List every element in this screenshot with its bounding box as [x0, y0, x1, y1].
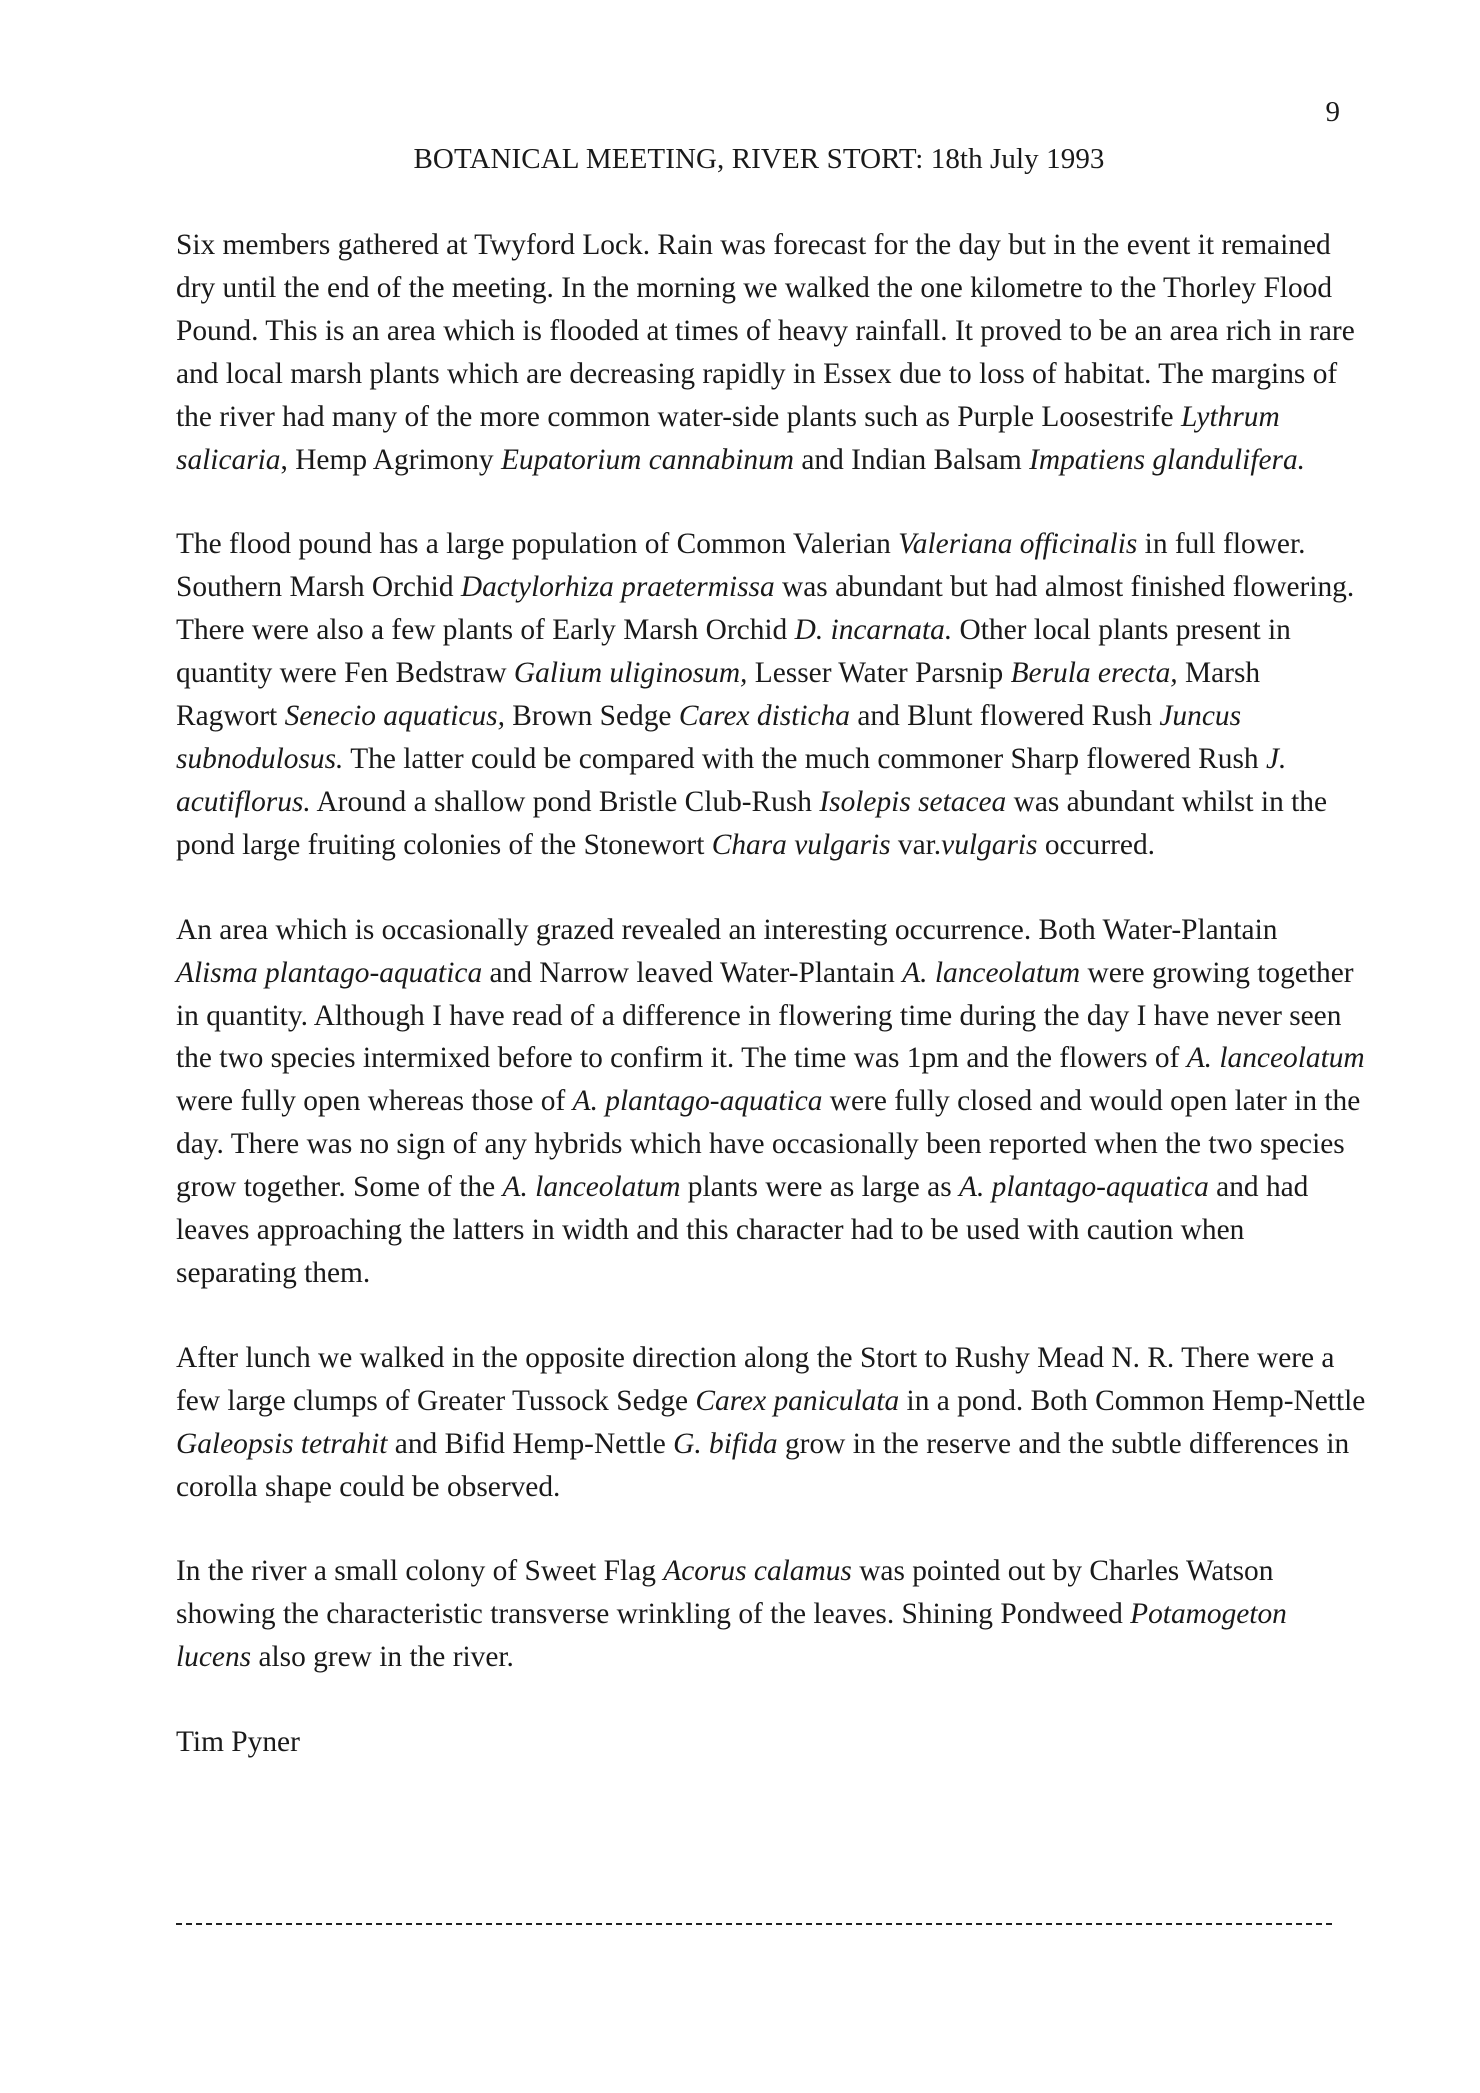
species-name: J. acutiflorus. — [176, 742, 1287, 818]
species-name: A. lanceolatum — [902, 956, 1081, 989]
article-body — [176, 224, 1366, 1764]
species-name: Isolepis setacea — [819, 785, 1007, 818]
text-run: were fully open whereas those of — [176, 1085, 573, 1118]
text-run: and Narrow leaved Water-Plantain — [482, 956, 903, 989]
text-run: After lunch we walked in the opposite direction along the Stort to Rushy Mead N. R. There were a few large clumps of Greater Tussock Sedge — [176, 1341, 1335, 1417]
paragraph — [176, 1550, 1366, 1679]
text-run: and had leaves approaching the latters in width and this character had to be used with caution when separating them. — [176, 1171, 1309, 1289]
text-run: and Indian Balsam — [794, 443, 1030, 476]
text-run: were fully closed and would open later in the day. There was no sign of any hybrids which have occasionally been reported when the two species grow together. Some of the — [176, 1085, 1361, 1204]
species-name: Impatiens glandulifera. — [1029, 443, 1306, 476]
species-name: Chara vulgaris — [711, 828, 891, 861]
species-name: Valeriana officinalis — [898, 528, 1138, 561]
species-name: Acorus calamus — [663, 1555, 852, 1588]
species-name: A. lanceolatum — [1186, 1042, 1365, 1075]
species-name: vulgaris — [941, 828, 1038, 861]
text-run: The latter could be compared with the much commoner Sharp flowered Rush — [343, 742, 1266, 775]
paragraph — [176, 224, 1366, 481]
text-run: and Blunt flowered Rush — [850, 700, 1160, 733]
page-title: BOTANICAL MEETING, RIVER STORT: 18th July 1993 — [413, 143, 1105, 175]
paragraph — [176, 523, 1366, 866]
species-name: Lythrum salicaria — [176, 400, 1280, 476]
species-name: Carex disticha — [678, 700, 850, 733]
section-divider — [176, 1923, 1332, 1925]
text-run: plants were as large as — [680, 1171, 960, 1204]
species-name: A. plantago-aquatica — [572, 1085, 823, 1118]
text-run: An area which is occasionally grazed revealed an interesting occurrence. Both Water-Plantain — [176, 913, 1278, 946]
text-run: Lesser Water Parsnip — [747, 657, 1011, 690]
text-run: was abundant whilst in the pond large fruiting colonies of the Stonewort — [176, 785, 1328, 861]
text-run: Other local plants present in quantity were Fen Bedstraw — [176, 614, 1291, 690]
species-name: Eupatorium cannabinum — [500, 443, 795, 476]
paragraph — [176, 1337, 1366, 1509]
text-run: and Bifid Hemp-Nettle — [387, 1427, 674, 1460]
text-run: were growing together in quantity. Although I have read of a difference in flowering time during the day I have never seen the two species intermixed before to confirm it. The time was 1pm and the flowers of — [176, 956, 1354, 1075]
text-run: was abundant but had almost finished flowering. There were also a few plants of Early Marsh Orchid — [176, 571, 1355, 647]
species-name: Juncus subnodulosus. — [176, 700, 1242, 775]
text-run: grow in the reserve and the subtle differences in corolla shape could be observed. — [176, 1427, 1350, 1503]
species-name: Galeopsis tetrahit — [176, 1427, 388, 1460]
text-run: In the river a small colony of Sweet Flag — [176, 1555, 664, 1588]
text-run: The flood pound has a large population of Common Valerian — [176, 528, 899, 561]
page-number: 9 — [1325, 96, 1340, 128]
text-run: Around a shallow pond Bristle Club-Rush — [310, 785, 820, 818]
species-name: G. bifida — [673, 1427, 778, 1460]
text-run: was pointed out by Charles Watson showing the characteristic transverse wrinkling of the leaves. Shining Pondweed — [176, 1555, 1274, 1631]
species-name: A. plantago-aquatica — [959, 1171, 1209, 1204]
text-run: Brown Sedge — [504, 700, 679, 733]
species-name: Berula erecta, — [1010, 657, 1178, 690]
text-run: occurred. — [1037, 828, 1155, 861]
species-name: Alisma plantago-aquatica — [176, 956, 483, 989]
species-name: D. incarnata. — [794, 614, 953, 647]
species-name: Senecio aquaticus, — [284, 700, 505, 733]
text-run: in full flower. Southern Marsh Orchid — [176, 528, 1306, 604]
paragraph — [176, 909, 1366, 1295]
text-run: Six members gathered at Twyford Lock. Rain was forecast for the day but in the event it remained dry until the end of the meeting. In the morning we walked the one kilometre to the Thorley Flood Pound. This is an area which is flooded at times of heavy rainfall. It proved to be an area rich in rare and local marsh plants which are decreasing rapidly in Essex due to loss of habitat. The margins of the river had many of the more common water-side plants such as Purple Loosestrife — [176, 229, 1355, 433]
species-name: Potamogeton lucens — [176, 1598, 1287, 1674]
text-run: also grew in the river. — [251, 1641, 514, 1674]
species-name: Carex paniculata — [695, 1384, 900, 1417]
text-run: Marsh Ragwort — [176, 657, 1261, 733]
author-signature: Tim Pyner — [176, 1726, 300, 1759]
species-name: Dactylorhiza praetermissa — [460, 571, 775, 604]
species-name: Galium uliginosum, — [513, 657, 748, 690]
text-run: var. — [890, 828, 942, 861]
text-run: , Hemp Agrimony — [280, 443, 501, 476]
species-name: A. lanceolatum — [502, 1171, 681, 1204]
text-run: in a pond. Both Common Hemp-Nettle — [899, 1384, 1366, 1417]
